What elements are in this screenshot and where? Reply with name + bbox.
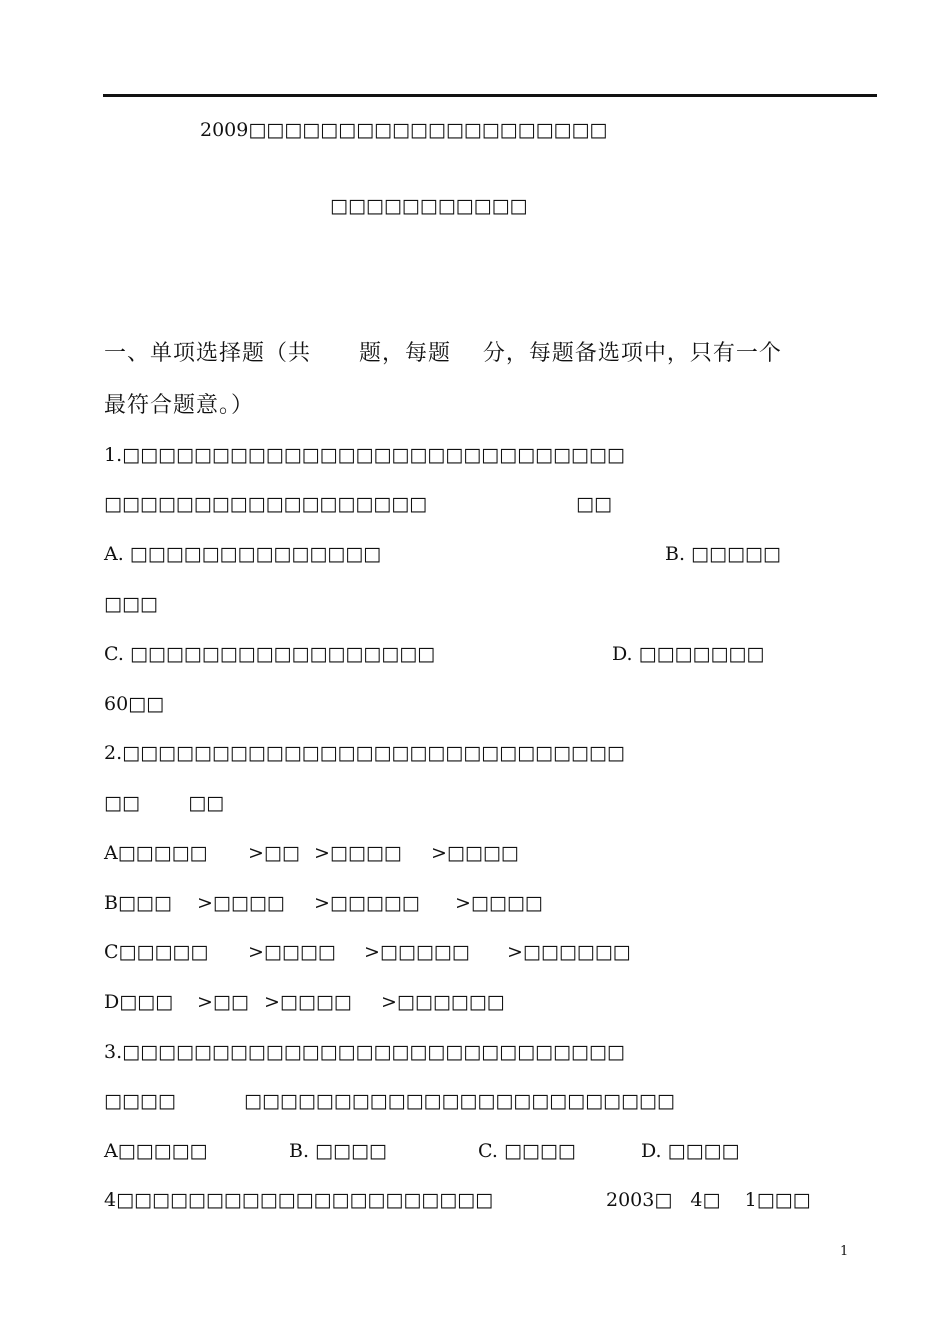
section-heading-line2: 最符合题意。） bbox=[104, 393, 255, 418]
q2-option-b-part: >□□□□ bbox=[197, 892, 285, 914]
q2-stem-line2: □□ □□ bbox=[104, 792, 225, 814]
q2-option-a-part: A□□□□□ bbox=[104, 842, 208, 864]
q2-option-c-part: >□□□□ bbox=[248, 941, 336, 963]
q2-option-c-part: >□□□□□ bbox=[364, 941, 470, 963]
q2-option-a-part: >□□□□ bbox=[431, 842, 519, 864]
q2-option-d-part: D□□□ bbox=[104, 991, 174, 1013]
q4-date: 2003□ 4□ 1□□□ bbox=[606, 1189, 811, 1211]
q4-stem: 4□□□□□□□□□□□□□□□□□□□□□ bbox=[104, 1189, 494, 1211]
q1-option-a: A. □□□□□□□□□□□□□□ bbox=[104, 543, 382, 565]
q2-option-b-part: B□□□ bbox=[104, 892, 172, 914]
q3-stem-line1: 3.□□□□□□□□□□□□□□□□□□□□□□□□□□□□ bbox=[104, 1041, 625, 1063]
q2-option-d-part: >□□ bbox=[197, 991, 249, 1013]
doc-title-line2: □□□□□□□□□□□ bbox=[330, 195, 528, 217]
q1-stem-line2: □□□□□□□□□□□□□□□□□□ bbox=[104, 493, 428, 515]
q1-option-c: C. □□□□□□□□□□□□□□□□□ bbox=[104, 643, 436, 665]
q2-option-c-part: C□□□□□ bbox=[104, 941, 209, 963]
doc-title-line1: 2009□□□□□□□□□□□□□□□□□□□□ bbox=[200, 119, 608, 141]
q1-option-b-cont: □□□ bbox=[104, 593, 158, 615]
q3-option-c: C. □□□□ bbox=[478, 1140, 576, 1162]
q2-option-c-part: >□□□□□□ bbox=[507, 941, 631, 963]
q2-stem-line1: 2.□□□□□□□□□□□□□□□□□□□□□□□□□□□□ bbox=[104, 742, 625, 764]
q3-option-d: D. □□□□ bbox=[641, 1140, 740, 1162]
q2-option-d-part: >□□□□ bbox=[264, 991, 352, 1013]
q2-option-d-part: >□□□□□□ bbox=[381, 991, 505, 1013]
q2-option-a-part: >□□□□ bbox=[314, 842, 402, 864]
q2-option-b-part: >□□□□□ bbox=[314, 892, 420, 914]
q3-option-b: B. □□□□ bbox=[289, 1140, 387, 1162]
q1-option-b: B. □□□□□ bbox=[665, 543, 781, 565]
q1-option-d: D. □□□□□□□ bbox=[612, 643, 765, 665]
q1-option-d-cont: 60□□ bbox=[104, 693, 165, 715]
header-rule bbox=[103, 94, 877, 97]
q3-option-a: A□□□□□ bbox=[104, 1140, 208, 1162]
q1-answer-paren: □□ bbox=[576, 493, 612, 515]
q3-stem-line2b: □□□□□□□□□□□□□□□□□□□□□□□□ bbox=[244, 1090, 675, 1112]
q1-stem-line1: 1.□□□□□□□□□□□□□□□□□□□□□□□□□□□□ bbox=[104, 444, 625, 466]
q2-option-b-part: >□□□□ bbox=[455, 892, 543, 914]
q2-option-a-part: >□□ bbox=[248, 842, 300, 864]
page-number: 1 bbox=[840, 1244, 849, 1259]
section-heading-line1: 一、单项选择题（共 题，每题 分，每题备选项中，只有一个 bbox=[104, 341, 782, 366]
q3-stem-line2a: □□□□ bbox=[104, 1090, 176, 1112]
